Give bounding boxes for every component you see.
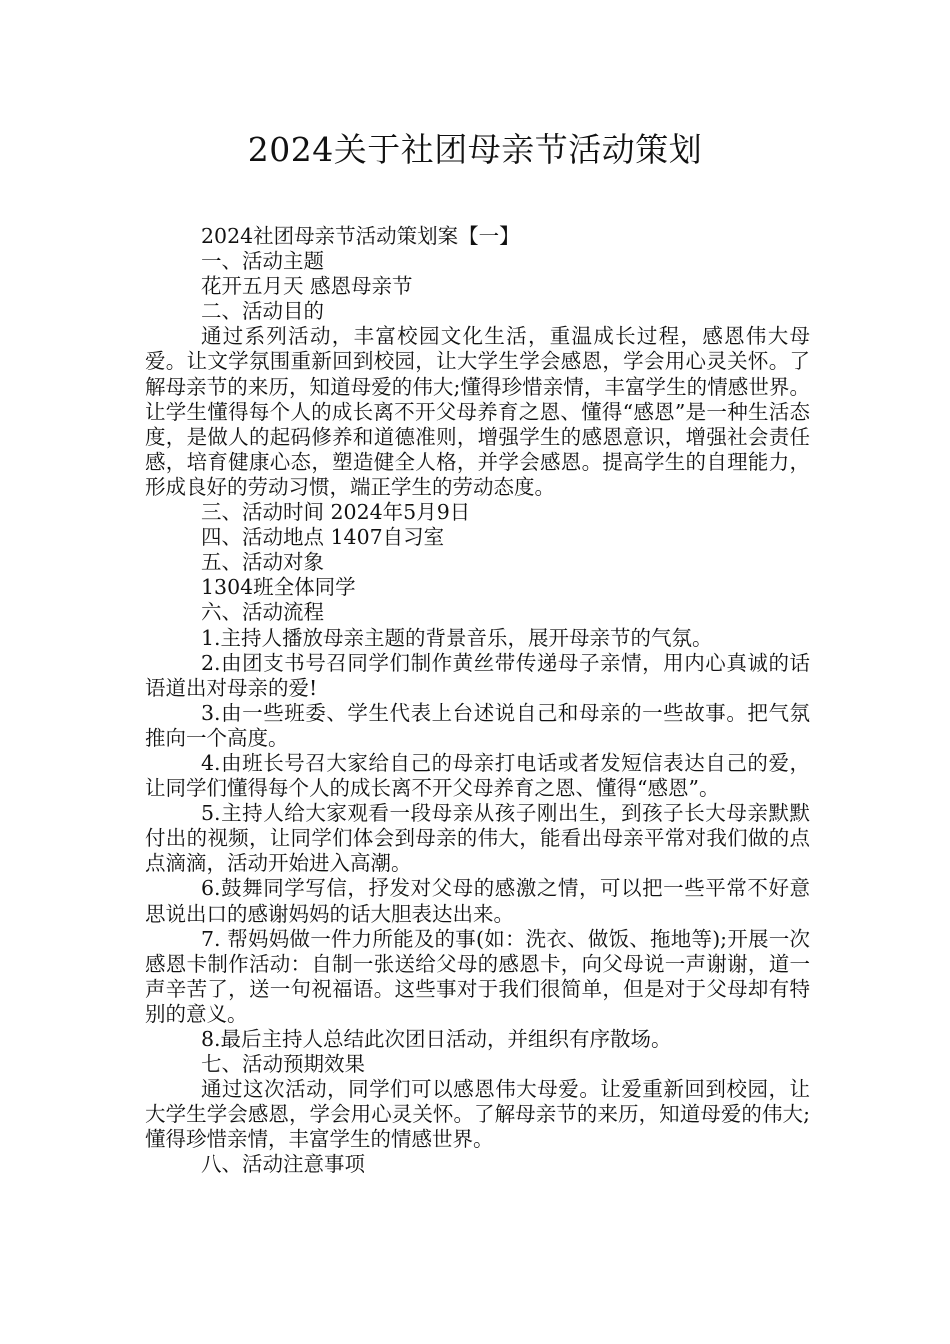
section-heading-expected-effect: 七、活动预期效果 bbox=[201, 1052, 365, 1077]
section-heading-time: 三、活动时间 2024年5月9日 bbox=[201, 500, 471, 525]
theme-text: 花开五月天 感恩母亲节 bbox=[201, 274, 413, 299]
process-step-5: 5.主持人给大家观看一段母亲从孩子刚出生，到孩子长大母亲默默付出的视频，让同学们体会到母亲的伟大，能看出母亲平常对我们做的点点滴滴，活动开始进入高潮。 bbox=[145, 801, 810, 876]
document-title: 2024关于社团母亲节活动策划 bbox=[247, 130, 703, 169]
expected-effect-paragraph: 通过这次活动，同学们可以感恩伟大母爱。让爱重新回到校园，让大学生学会感恩，学会用心灵关怀。了解母亲节的来历，知道母爱的伟大;懂得珍惜亲情，丰富学生的情感世界。 bbox=[145, 1077, 810, 1152]
process-step-1: 1.主持人播放母亲主题的背景音乐，展开母亲节的气氛。 bbox=[201, 625, 713, 650]
section-heading-process: 六、活动流程 bbox=[201, 600, 324, 625]
section-heading-audience: 五、活动对象 bbox=[201, 550, 324, 575]
purpose-paragraph: 通过系列活动，丰富校园文化生活，重温成长过程，感恩伟大母爱。让文学氛围重新回到校园，让大学生学会感恩，学会用心灵关怀。了解母亲节的来历，知道母爱的伟大;懂得珍惜亲情，丰富学生的情感世界。让学生懂得每个人的成长离不开父母养育之恩、懂得“感恩”是一种生活态度，是做人的起码修养和道德准则，增强学生的感恩意识，增强社会责任感，培育健康心态，塑造健全人格，并学会感恩。提高学生的自理能力，形成良好的劳动习惯，端正学生的劳动态度。 bbox=[145, 324, 810, 499]
section-heading-location: 四、活动地点 1407自习室 bbox=[201, 525, 445, 550]
process-step-7: 7. 帮妈妈做一件力所能及的事(如：洗衣、做饭、拖地等);开展一次感恩卡制作活动：自制一张送给父母的感恩卡，向父母说一声谢谢，道一声辛苦了，送一句祝福语。这些事对于我们很简单，但是对于父母却有特别的意义。 bbox=[145, 926, 810, 1026]
process-step-2: 2.由团支书号召同学们制作黄丝带传递母子亲情，用内心真诚的话语道出对母亲的爱! bbox=[145, 650, 810, 700]
process-step-3: 3.由一些班委、学生代表上台述说自己和母亲的一些故事。把气氛推向一个高度。 bbox=[145, 700, 810, 750]
process-step-4: 4.由班长号召大家给自己的母亲打电话或者发短信表达自己的爱，让同学们懂得每个人的成长离不开父母养育之恩、懂得“感恩”。 bbox=[145, 750, 810, 801]
process-step-6: 6.鼓舞同学写信，抒发对父母的感激之情，可以把一些平常不好意思说出口的感谢妈妈的话大胆表达出来。 bbox=[145, 876, 810, 926]
audience-text: 1304班全体同学 bbox=[201, 575, 356, 600]
document-body bbox=[145, 224, 810, 1178]
plan-heading: 2024社团母亲节活动策划案【一】 bbox=[201, 224, 520, 248]
section-heading-theme: 一、活动主题 bbox=[201, 249, 324, 274]
section-heading-purpose: 二、活动目的 bbox=[201, 299, 324, 324]
section-heading-notes: 八、活动注意事项 bbox=[201, 1152, 365, 1177]
process-step-8: 8.最后主持人总结此次团日活动，并组织有序散场。 bbox=[201, 1027, 672, 1051]
